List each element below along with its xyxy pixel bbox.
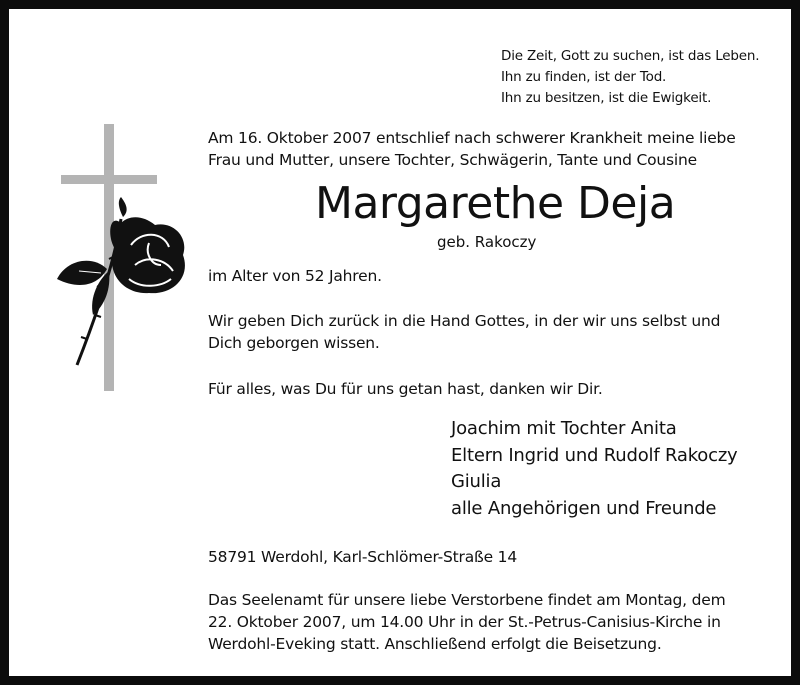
paragraph-line: Wir geben Dich zurück in die Hand Gottes, in der wir uns selbst und	[208, 312, 721, 330]
paragraph-line: Dich geborgen wissen.	[208, 334, 380, 352]
mourners-list	[451, 416, 738, 522]
age-text: im Alter von 52 Jahren.	[208, 267, 382, 285]
service-line: Werdohl-Eveking statt. Anschließend erfolgt die Beisetzung.	[208, 635, 662, 653]
service-line: 22. Oktober 2007, um 14.00 Uhr in der St.-Petrus-Canisius-Kirche in	[208, 613, 721, 631]
service-info	[208, 589, 726, 655]
cross-with-rose	[49, 119, 199, 399]
service-line: Das Seelenamt für unsere liebe Verstorbene findet am Montag, dem	[208, 591, 726, 609]
paragraph-thanks: Für alles, was Du für uns getan hast, danken wir Dir.	[208, 380, 603, 398]
motto-line: Ihn zu besitzen, ist die Ewigkeit.	[501, 90, 712, 106]
intro-text	[208, 127, 736, 171]
intro-line: Am 16. Oktober 2007 entschlief nach schwerer Krankheit meine liebe	[208, 129, 736, 147]
deceased-name: Margarethe Deja	[315, 178, 676, 229]
intro-line: Frau und Mutter, unsere Tochter, Schwägerin, Tante und Cousine	[208, 151, 697, 169]
birth-name: geb. Rakoczy	[437, 233, 537, 251]
mourner-entry: alle Angehörigen und Freunde	[451, 497, 717, 519]
mourner-entry: Joachim mit Tochter Anita	[451, 418, 677, 439]
rose-icon	[57, 197, 185, 365]
motto-quote	[501, 46, 759, 109]
address: 58791 Werdohl, Karl-Schlömer-Straße 14	[208, 548, 517, 566]
motto-line: Ihn zu finden, ist der Tod.	[501, 69, 667, 85]
mourner-entry: Eltern Ingrid und Rudolf Rakoczy	[451, 444, 738, 466]
mourner-entry: Giulia	[451, 471, 502, 492]
paragraph-faith	[208, 310, 720, 354]
motto-line: Die Zeit, Gott zu suchen, ist das Leben.	[501, 48, 760, 64]
